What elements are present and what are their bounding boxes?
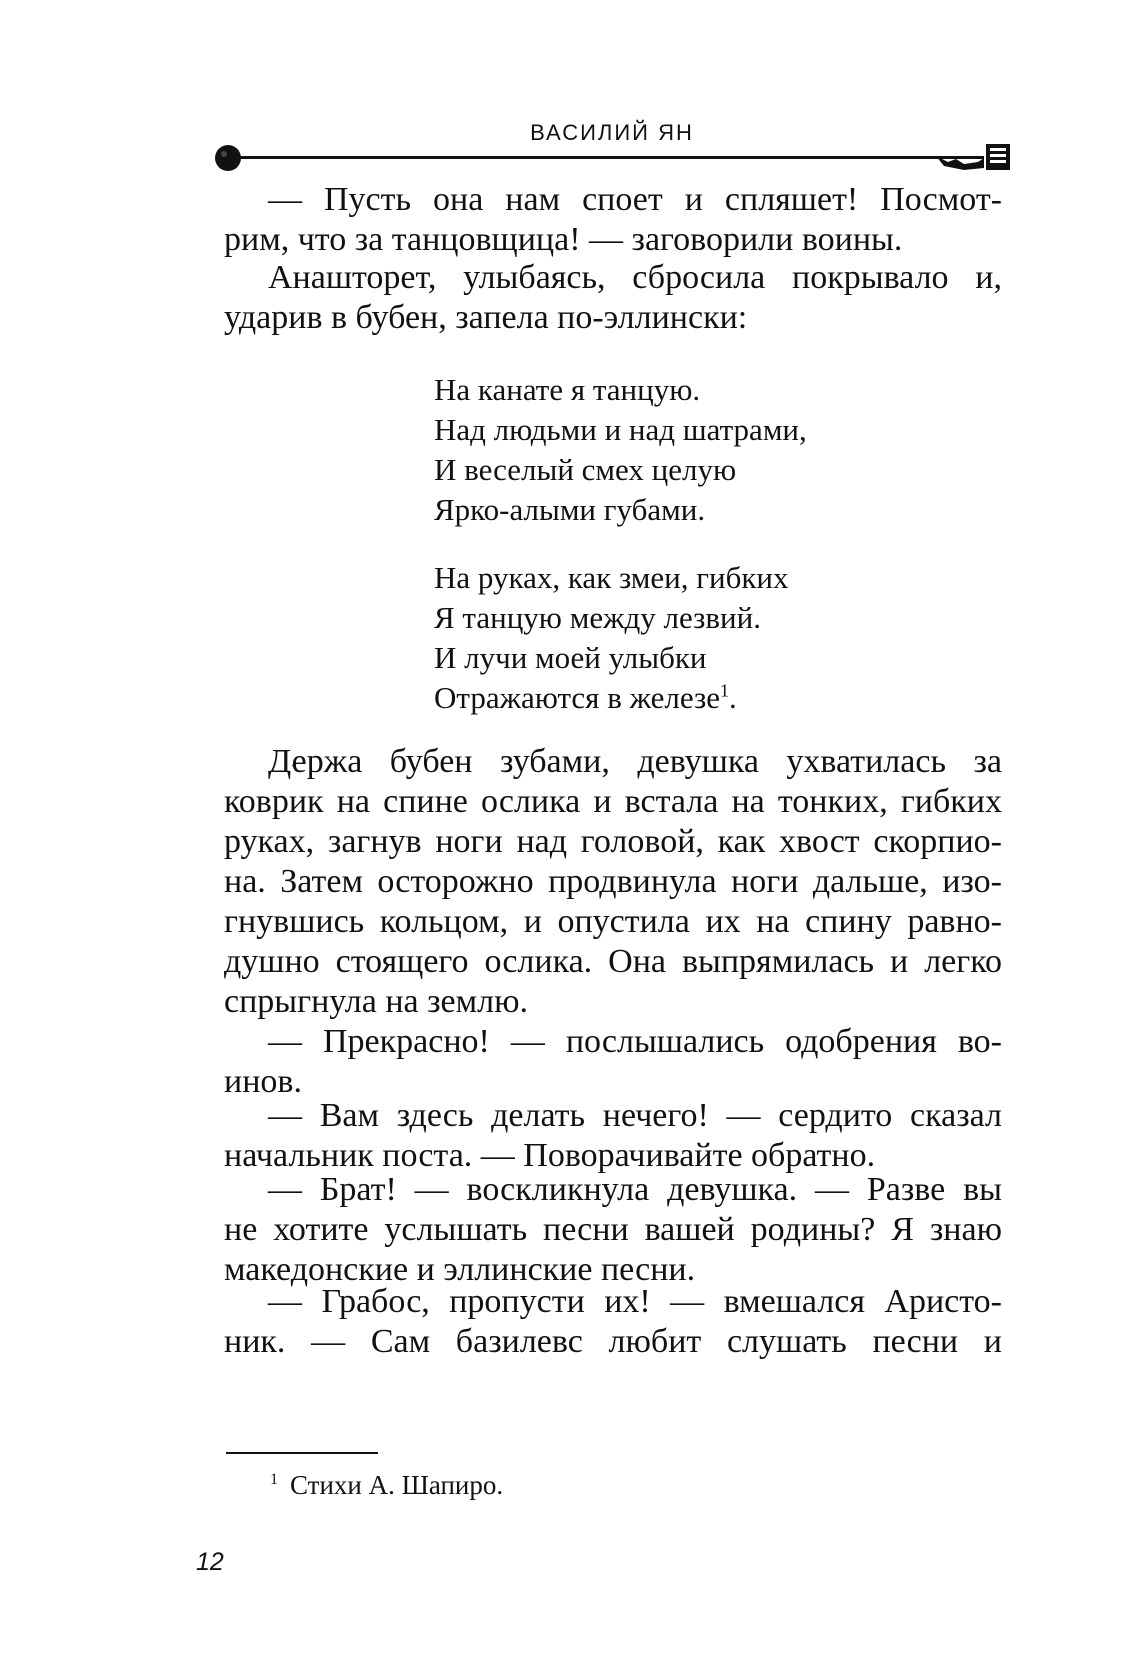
- footnote-rule: [226, 1452, 378, 1454]
- poem-verse: На руках, как змеи, гибких: [434, 560, 789, 595]
- paragraph-5: [224, 1096, 1002, 1176]
- text-line: рим, что за танцовщица! — заговорили воины.: [224, 221, 903, 258]
- text-line: начальник поста. — Поворачивайте обратно.: [224, 1137, 876, 1174]
- text-line: коврик на спине ослика и встала на тонких, гибких: [224, 783, 1002, 820]
- text-line: не хотите услышать песни вашей родины? Я знаю: [224, 1211, 1002, 1248]
- text-line: македонские и эллинские песни.: [224, 1251, 696, 1288]
- running-header: [212, 118, 1012, 168]
- paragraph-6: [224, 1170, 1002, 1290]
- footnote-text: Стихи А. Шапиро.: [290, 1470, 504, 1500]
- text-line: гнувшись кольцом, и опустила их на спину равно-: [224, 903, 1002, 940]
- paragraph-2: [224, 258, 1002, 338]
- text-line: инов.: [224, 1063, 302, 1100]
- paragraph-7: [224, 1282, 1002, 1362]
- text-line: Держа бубен зубами, девушка ухватилась за: [268, 743, 1002, 780]
- text-line: — Вам здесь делать нечего! — сердито сказал: [268, 1097, 1002, 1134]
- poem-verse: Ярко-алыми губами.: [434, 492, 706, 527]
- poem-stanza-2: [434, 558, 994, 718]
- text-line: руках, загнув ноги над головой, как хвост скорпио-: [224, 823, 1002, 860]
- text-line: спрыгнула на землю.: [224, 983, 529, 1020]
- text-line: душно стоящего ослика. Она выпрямилась и легко: [224, 943, 1002, 980]
- poem-verse: И лучи моей улыбки: [434, 640, 707, 675]
- paragraph-1: [224, 180, 1002, 260]
- poem-verse: Над людьми и над шатрами,: [434, 412, 807, 447]
- text-line: Анашторет, улыбаясь, сбросила покрывало и,: [268, 259, 1002, 296]
- page-number: 12: [196, 1548, 224, 1576]
- poem-stanza-1: [434, 370, 994, 530]
- text-line: ударив в бубен, запела по-эллински:: [224, 299, 748, 336]
- footnote-marker: 1: [270, 1471, 278, 1488]
- text-line: — Грабос, пропусти их! — вмешался Аристо-: [268, 1283, 1002, 1320]
- text-line: на. Затем осторожно продвинула ноги дальше, изо-: [224, 863, 1002, 900]
- text-line: — Пусть она нам споет и спляшет! Посмот-: [268, 181, 1002, 218]
- text-line: — Брат! — воскликнула девушка. — Разве вы: [268, 1171, 1002, 1208]
- poem-verse: И веселый смех целую: [434, 452, 737, 487]
- header-ornament-right-icon: [934, 140, 1012, 174]
- text-line: — Прекрасно! — послышались одобрения во-: [268, 1023, 1002, 1060]
- footnote-reference[interactable]: 1: [719, 680, 729, 701]
- running-title: ВАСИЛИЙ ЯН: [530, 120, 694, 145]
- poem-verse: На канате я танцую.: [434, 372, 701, 407]
- poem-verse: Я танцую между лезвий.: [434, 600, 761, 635]
- footnote: [270, 1468, 503, 1502]
- header-rule: [232, 156, 984, 159]
- poem-verse-end: .: [728, 680, 737, 715]
- poem-verse-with-footnote: [434, 678, 994, 718]
- paragraph-3: [224, 742, 1002, 1022]
- paragraph-4: [224, 1022, 1002, 1102]
- text-line: ник. — Сам базилевс любит слушать песни и: [224, 1323, 1002, 1360]
- poem-verse-text: Отражаются в железе: [434, 680, 720, 715]
